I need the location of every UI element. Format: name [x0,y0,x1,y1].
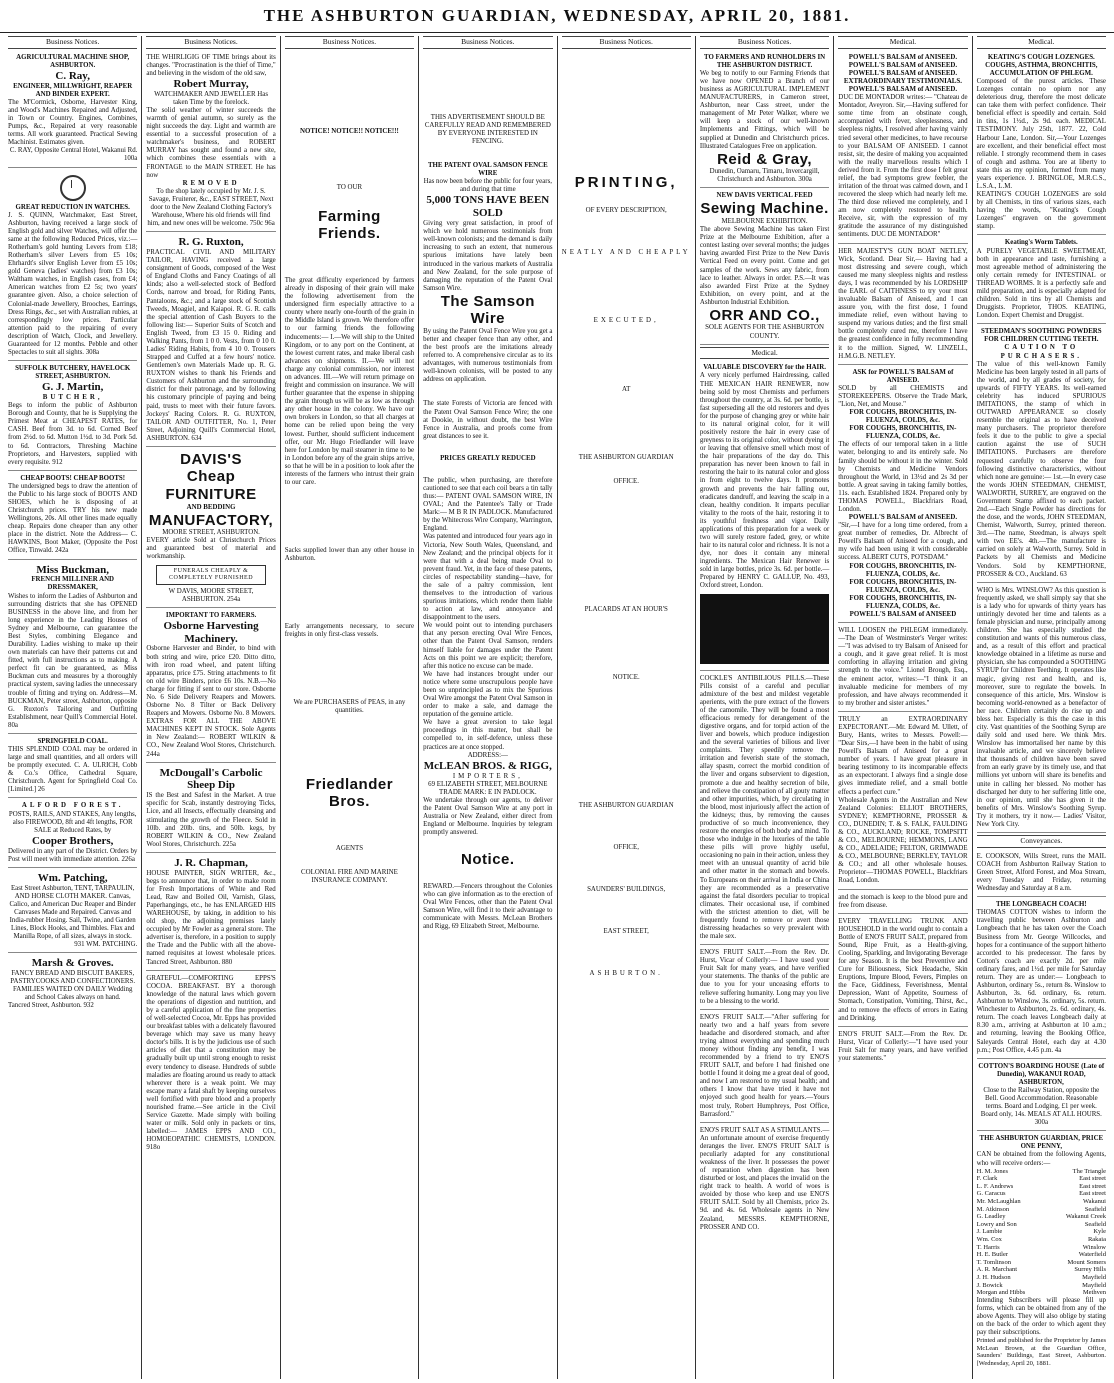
ad-heading: STEEDMAN'S SOOTHING POWDERS FOR CHILDREN CUTTING TEETH. [981,328,1102,344]
agent-name: A. R. Marchant [976,1266,1018,1274]
ad-body: Wholesale Agents in the Australian and New Zealand Colonies: ELLIOT BROTHERS, SYDNEY; KEMPTHORNE, PROSSER & CO., DUNEDIN; T. & S. FALK, FAULDING & CO., AUCKLAND; ROCKE, TOMPSITT & CO., MELBOURNE; HEMMONS, LANG & CO., ADELAIDE; FELTON, GRIMWADE & CO., MELBOURNE; BERKLEY, TAYLOR & CO.; and all other wholesale houses. Proprietor—THOMAS POWELL, Blackfriars Road, London. [838,796,968,885]
agent-row [977,1221,1106,1229]
agent-place: Waterfield [1078,1251,1106,1259]
agent-place: Mount Somers [1067,1258,1106,1266]
ad-name: ORR AND CO., [709,306,820,324]
ad-fruit-salt [838,1029,967,1066]
agent-place: Rakaia [1087,1235,1106,1243]
ad-subheading: ADDRESS:— [467,751,508,759]
ad-name: MANUFACTORY, [148,511,274,529]
ad-subheading: ENGINEER, MILLWRIGHT, REAPER AND BINDER EXPERT. [13,82,133,98]
ad-body: SOLD by all CHEMISTS and STOREKEEPERS. Observe the Trade Mark, "Lion, Net, and Mouse." [838,384,968,408]
ad-patching [8,870,137,953]
agent-row [977,1274,1106,1282]
agent-row [977,1168,1106,1176]
ad-body: Early arrangements necessary, to secure freights in only first-class vessels. [284,623,415,639]
section-header: Business Notices. [285,36,414,49]
agent-name: Wm. Cox [976,1235,1002,1243]
ad-body: Delivered in any part of the District. Orders by Post will meet with immediate attention. 226a [8,847,138,863]
ad-heading: GREAT REDUCTION IN WATCHES. [15,203,130,211]
ad-subheading: 69 ELIZABETH STREET, MELBOURNE [428,780,548,788]
ad-subheading: SAUNDERS' BUILDINGS, [587,886,666,894]
funerals-box: FUNERALS CHEAPLY & COMPLETELY FURNISHED [156,565,265,585]
ad-phlegm [838,625,967,712]
ad-body: POSTS, RAILS, AND STAKES, Any lengths, also FIREWOOD, 8ft and 4ft lengths, FOR SALE at Reduced Rates, by [8,810,137,834]
agent-row [977,1175,1106,1183]
ad-ruxton [146,234,275,447]
ad-name: Sewing Machine. [700,200,829,218]
ad-name: Cheap [186,468,236,486]
ad-body: The public, when purchasing, are therefore cautioned to see that each coil bears a tin tally thus:— PATENT OVAL SAMSON WIRE, IN OVAL; And the Patentee's Tally or Trade Mark:— M B R IN PADLOCK. Manufactured by the Whitecross Wire Company, Warrington, England. [423,476,553,533]
ad-body: The effects of our temporal taken in a little water, belonging to and its entirely safe. No family should be without it in the winter. Sold by Chemists and Medicine Vendors throughout the World, in 13½d and 2s 3d per bottle. A great saving in taking family bottles, 11s. each. Established 1824. Prepared only by THOMAS POWELL, Blackfriars Road, London. [838,441,968,513]
ad-subheading: NOTICE. [612,673,640,681]
agent-row [977,1190,1106,1198]
column-4 [419,36,557,1379]
ad-body: We undertake through our agents, to deliver the Patent Oval Samson Wire at any port in Australia or New Zealand, either direct from England or Melbourne. Inquiries by telegram promptly answered. [423,796,553,837]
ad-eno-3 [700,1125,829,1235]
ad-sewing-machine [700,190,829,344]
ad-coal [8,736,137,799]
column-6 [696,36,834,1379]
ad-body: The undersigned begs to draw the attention of the Public to his large stock of BOOTS AND SHOES, which he is disposing of at Christchurch prices. TRY his new made Wellingtons, 20s. All other lines made equally cheap. Repairs done cheaper than any other place in the district. Note the Address— C. HAWKINS, Boot Maker, (Opposite the Post Office, Tinwald. 242a [8,482,138,555]
ad-intro: THE WHIRLIGIG OF TIME brings about its changes. "Procrastination is the thief of Time," and believing in the wisdom of the old saw, [146,53,276,77]
agent-name: M. Atkinson [976,1205,1010,1213]
ad-body: We beg to notify to our Farming Friends that we have now OPENED a Branch of our business as AGRICULTURAL IMPLEMENT MANUFACTURERS, in Cameron street, Ashburton, near Cass street, under the management of Mr Peter Walker, where we will keep a stock of our well-known Implements and Fittings, which will be supplied at Dunedin and Christchurch prices. Illustrated Catalogues Free on application. [699,69,830,150]
section-header: Medical. [838,36,967,49]
ad-subheading: SOLE AGENTS FOR THE ASHBURTON COUNTY. [705,324,824,340]
ad-subheading: ASHBURTON. [589,970,663,978]
agent-name: T. Tomlinson [976,1258,1011,1266]
ad-heading: THE ASHBURTON GUARDIAN, PRICE ONE PENNY, [979,1135,1104,1151]
ad-subheading: OF EVERY DESCRIPTION, [585,207,667,215]
ad-body: We have a great aversion to take legal proceedings in this matter, but shall be compelled to, in self-defence, unless these practices are at once stopped. [423,719,553,751]
ad-body: and the stomach is keep to the blood pure and free from disease. [838,893,968,909]
agent-place: Wakanui Creek [1065,1213,1106,1221]
ad-heading: REMOVED [182,179,240,187]
ad-heading: EXTRAORDINARY TESTIMONIALS. [843,78,962,85]
agent-name: T. Harris [976,1243,1000,1251]
ad-body: FANCY BREAD AND BISCUIT BAKERS, PASTRYCOOKS AND CONFECTIONERS. FAMILIES WAITED ON DAILY Wedding and School Cakes always on hand. [10,970,136,1002]
ad-longbeach [977,899,1106,1058]
ad-heading: FOR COUGHS, BRONCHITIS, IN-FLUENZA, COLDS, &c. [849,594,957,610]
ad-blood [838,892,967,914]
agent-name: J. Lambie [976,1228,1003,1236]
ad-heading: ALFORD FOREST. [21,802,124,810]
ad-body: We have had instances brought under our notice where some unscrupulous people have been so unprincipled as to mix the Spurious Oval Wire amongst the Patent Oval Samson in order to make a sale, and damage the reputation of the genuine article. [423,670,553,719]
ad-body: Begs to inform the public of Ashburton Borough and County, that he is Supplying the Primest Meat at CHEAPEST RATES, for CASH. Beef from 3d. to 6d. Corned Beef from 2½d. to 6d. Mutton 1½d. to 3d. Pork 5d. to 6d. Contractors, Threshing Machine Proprietors, and Harvesters, supplied with every requisite. 912 [8,402,138,466]
ad-heading: THE PATENT OVAL SAMSON FENCE WIRE [427,162,548,178]
ad-name: PRINTING, [574,173,678,191]
ad-heading: SUFFOLK BUTCHERY, HAVELOCK STREET, ASHBURTON. [15,365,131,381]
agent-place: Seafield [1084,1220,1106,1228]
column-3 [281,36,419,1379]
ad-heading: SPRINGFIELD COAL. [37,737,108,745]
ad-body: Composed of the purest articles. These Lozenges contain no opium nor any deleterious drug, therefore the most delicate can take them with perfect confidence. Their beneficial effect is speedily and certain. Sold in tins, 1s 1½d., 2s 9d. each. MEDICAL TESTIMONY. July 25th, 1877. 22, Cold Harbour Lane, London. Sir,—Your Lozenges are excellent, and their beneficial effect most reliable. I strongly recommend them in cases of cough and asthma. You are at liberty to state this as my opinion, formed from many years experience. J. BRINGLOE, M.R.C.S., L.S.A., L.M. [976,78,1106,191]
ad-heading: FOR COUGHS, BRONCHITIS, IN-FLUENZA, COLDS, &c. [849,578,957,594]
ad-ray [8,52,137,168]
ad-body: WILL LOOSEN the PHLEGM immediately.—The Dean of Westminster's Verger writes:—"I was advised to try Balsam of Aniseed for a cough, and it gave great relief. It is most comforting in allaying irritation and giving strength to the voice." Lionel Brough, Esq., the eminent actor, writes:—"I think it an invaluable medicine for members of my profession, and have always recommended it to my brother and sister artistes." [838,627,968,707]
section-header: Business Notices. [700,36,829,49]
ad-osborne [146,610,275,763]
ad-body: Intending Subscribers will please fill up forms, which can be obtained from any of the above Agents. They will also oblige by stating on the back of the order to which agent they pay their subscriptions. [976,1296,1106,1337]
agent-place: Mayfield [1082,1281,1106,1289]
ad-marsh [8,955,137,1013]
ad-subheading: AT [621,385,631,393]
ad-heading: POWELL'S BALSAM of ANISEED [849,611,957,618]
section-header: Business Notices. [146,36,275,49]
ad-subheading: BUTCHER, [42,394,103,402]
agent-name: G. Leadley [976,1213,1006,1221]
ad-body: GRATEFUL—COMFORTING EPPS'S COCOA. BREAKFAST. BY a thorough knowledge of the natural laws which govern the operations of digestion and nutrition, and by a careful application of the fine properties of well-selected Cocoa, Mr. Epps has provided our breakfast tables with a delicately flavoured beverage which may save us many heavy doctor's bills. It is by the judicious use of such articles of diet that a constitution may be gradually built up until strong enough to resist every tendency to disease. Hundreds of subtle maladies are floating around us ready to attack wherever there is a weak point. We may escape many a fatal shaft by keeping ourselves well fortified with pure blood and a properly nourished frame.—See article in the Civil Service Gazette. Made simply with boiling water or milk. Sold only in packets or tins, labelled:— JAMES EPPS AND CO., HOMOEOPATHIC CHEMISTS, LONDON. 918o [146,974,276,1152]
agent-place: East street [1079,1182,1106,1190]
agent-row [977,1236,1106,1244]
ad-body: Close to the Railway Station, opposite the Bell. Good Accommodation. Reasonable terms. Board and Lodging, £1 per week. Board only, 14s. MEALS AT ALL HOURS. 300a [980,1086,1102,1127]
ad-travel [838,916,967,1027]
agent-place: Kyle [1093,1228,1106,1236]
ad-keating [977,52,1106,236]
column-8 [973,36,1110,1379]
ad-subheading: CAUTION TO PURCHASERS. [1000,344,1083,360]
ad-subheading: PLACARDS AT AN HOUR'S [584,605,668,613]
ad-subheading: TO OUR [336,183,363,191]
ad-heading: ASK for POWELL'S BALSAM of ANISEED. [852,368,954,384]
ad-heading: Keating's Worm Tablets. [1004,239,1078,247]
ad-intro: THIS ADVERTISEMENT SHOULD BE CAREFULLY READ AND REMEMBERED BY EVERYONE INTERESTED IN FENCING. [424,113,551,145]
ad-body: We are PURCHASERS of PEAS, in any quantities. [293,699,406,715]
agent-place: East street [1079,1190,1106,1198]
ad-body: Sacks supplied lower than any other house in Ashburton. [284,547,415,563]
agent-row [977,1183,1106,1191]
ad-body: The state Forests of Victoria are fenced with the Patent Oval Samson Fence Wire; the one at Dookie, in without doubt, the best Wire Fence in Australia, and proofs come from great distances to see it. [423,400,553,440]
section-header: Medical. [977,36,1106,49]
ad-body: IS the Best and Safest in the Market. A true specific for Scab, instantly destroying Ticks, Lice, and all Insects, effectually cleansing and stimulating the growth of the Fleece. Sold in 10lb. and 20lb. tins, and 50lb. kegs, by ROBERT WILKIN & CO., New Zealand Wool Stores, Christchurch. 225a [146,792,276,848]
ad-powell [838,52,967,244]
agent-name: G. Caracus [976,1190,1006,1198]
ad-heading: TO FARMERS AND RUNHOLDERS IN THE ASHBURTON DISTRICT. [704,53,826,69]
ad-body: REWARD.—Fencers throughout the Colonies who can give information as to the erection of Oval Wire Fences, other than the Patent Oval Samson Wire, will find it to their advantage to communicate with Messrs. McLean Brothers and Rigg, 69 Elizabeth Street, Melbourne. [423,882,553,931]
ad-name: Farming Friends. [318,207,381,243]
ad-body: HOUSE PAINTER, SIGN WRITER, &c., begs to announce that, in order to make room for Fresh Importations of White and Red Lead, Raw and Boiled Oil, Varnish, Glass, Paperhangings, etc., he has ENLARGED HIS WAREHOUSE, by taking, in addition to his old shop, the adjoining premises lately occupied by Mr Fowler as a general store. The advertiser is, therefore, in a position to supply the Trade and the Public with all the above-named requisites at lowest wholesale prices. Tancred Street, Ashburton. 880 [146,869,276,966]
ad-body: East Street Ashburton, TENT, TARPAULIN, AND HORSE CLOTH MAKER. Canvas, Calico, and American Duc Reaper and Binder Canvases Made and Repaired. Canvas and India-rubber Hosing. Sail, Twine, and Garden Lines, Block Hooks, and Thimbles. Flax and Manilla Rope, of all sizes, always in stock. [9,884,136,941]
ad-body: WHO is Mrs. WINSLOW? As this question is frequently asked, we shall simply say that she is a lady who for upwards of thirty years has untiringly devoted her time and talents as a female physician and nurse, principally among children. She has especially studied the constitution and wants of this numerous class, and, as a result of this effort and practical knowledge obtained in a lifetime as nurse and physician, she has compounded a SOOTHING SYRUP for Children Teething. It operates like magic, giving rest and health, and is, moreover, sure to regulate the bowels. In consequence of this article, Mrs. Winslow is becoming world-renowned as a benefactor of her race. Children certainly do rise up and bless her. Especially is this the case in this city. Vast quantities of the Soothing Syrup are daily sold and used here. We think Mrs. Winslow has immortalised her name by this invaluable article, and we sincerely believe that thousands of children have been saved from an early grave by its timely use, and that millions yet unborn will share its benefits and unite in calling her blessed. No mother has discharged her duty to her suffering little one, in our opinion, until she has given it the benefits of Mrs. Winslow's Soothing Syrup. Try it mothers, try it now.— Ladies' Visitor, New York City. [976,586,1106,828]
agent-row [977,1251,1106,1259]
ad-reid-gray [700,52,829,189]
ad-heading: POWELL'S BALSAM of ANISEED. [848,514,958,522]
ad-body: ENO'S FRUIT SALT.—From the Rev. Dr. Hurst, Vicar of Collerly:—"I have used your Fruit Salt for many years, and have verified your statements." [838,1030,968,1062]
ad-friedlander [285,52,414,888]
ad-steedman [977,326,1106,582]
agent-name: Mr. McLaughlan [976,1197,1021,1205]
ad-body: The M'Cormick, Osborne, Harvester King, and Wood's Machines Repaired and Adjusted, in Town or Country. Engines, Combines, Pumps, &c., Repaired at very reasonable terms. All work guaranteed. Practical Sewing Machinist. Estimates given. [8,98,138,147]
ad-winslow [977,585,1106,833]
ad-name: DAVIS'S [180,450,242,468]
ad-body: By using the Patent Oval Fence Wire you get a better and cheaper fence than any other, and the best proofs are the imitations already referred to. A comprehensive circular as to its advantages, with numerous testimonials from well-known colonists, will be posted to any address on application. [423,327,553,384]
ad-body: ENO'S FRUIT SALT.—"After suffering for nearly two and a half years from severe headache and disordered stomach, and after trying almost everything and spending much money without finding any benefit, I was recommended by a friend to try ENO'S FRUIT SALT, and before I had finished one bottle I found it doing me a great deal of good, and now I am restored to my usual health; and others I know that have tried it have not enjoyed such good health for years.—Yours most truly, Robert Humphreys, Post Office, Barrasford." [699,1013,830,1118]
ad-heading: FOR COUGHS, BRONCHITIS, IN-FLUENZA, COLDS, &c. [849,562,957,578]
ad-name: C. Ray, [55,69,90,82]
agent-list [977,1168,1106,1297]
ad-name: G. J. Martin, [41,381,104,394]
ad-powell-ask [838,367,967,623]
agent-place: The Triangle [1072,1167,1106,1175]
ad-subheading: 5,000 TONS HAVE BEEN SOLD [426,194,550,220]
ad-name: Reid & Gray, [717,150,813,168]
blacked-out-region [700,594,829,664]
ad-cookson [977,851,1106,897]
ad-body: Was patented and introduced four years ago in Victoria, New South Wales, Queensland, and New Zealand; and the principal objects for it were that with a deal being made Oval to prevent fraud. Yet, in the face of these patents, circles of respectability standing—have, for the sale of a paltry commission, lent themselves to the introduction of various spurious imitations, which render them liable to action at law, and annoyance and disappointment to the users. [423,533,553,622]
ad-subheading: MELBOURNE EXHIBITION. [721,218,808,226]
agent-place: Mayfield [1082,1273,1106,1281]
ad-subheading: WATCHMAKER AND JEWELLER Has taken Time by the forelock. [154,90,268,106]
ad-name: Friedlander Bros. [305,775,394,811]
agent-name: H. E. Butler [976,1251,1009,1259]
ad-subheading: EAST STREET, [603,928,649,936]
ad-heading: FOR COUGHS, BRONCHITIS, IN-FLUENZA, COLDS, &c. [849,409,957,425]
ad-body: ENO'S FRUIT SALT AS A STIMULANTS.—An unfortunate amount of exercise frequently deranges the liver. ENO'S FRUIT SALT is peculiarly adapted for any constitutional weakness of the liver. It possesses the power of reparation when digestion has been disturbed or lost, and places the invalid on the right track to health. A world of woes is avoided by those who keep and use ENO'S FRUIT SALT. Sold by all Chemists, price 2s. 9d. and 4s. 6d. Wholesale agents in New Zealand, MESSRS. KEMPTHORNE, PROSSER AND CO. [699,1126,830,1231]
ad-body: CAN be obtained from the following Agents, who will receive orders:— [976,1151,1106,1167]
ad-body: The solid weather of winter succeeds the warmth of genial autumn, so surely as the night succeeds the day. Light and warmth are essential to a successful prosecution of a watchmaker's business, and ROBERT MURRAY has sought and found a new site, which combines these essentials with a FRONTAGE to the MAIN STREET. He has now [146,107,276,179]
ad-boarding-house [977,1061,1106,1132]
ad-name: McLEAN BROS. & RIGG, [423,759,552,772]
ad-body: The value of this well-known Family Medicine has been largely tested in all parts of the world, and by all grades of society, for upwards of FIFTY YEARS. Its well-earned celebrity has induced SPURIOUS IMITATIONS, the stamp of which in OUTWARD APPEARANCE so closely resemble the original as to have deceived many purchasers. The proprietor therefore feels it due to the public to give a special caution against the use of SUCH IMITATIONS. Purchasers are therefore requested carefully to observe the four following distinctive characteristics, without which none are genuine:— 1st.—In every case the words JOHN STEEDMAN, CHEMIST, WALWORTH, SURREY, are engraved on the Government Stamp affixed to each packet. 2nd.—Each Single Powder has directions for the dose, and the words, JOHN STEEDMAN, Chemist, Walworth, Surrey, printed thereon. 3rd.—The name, Steedman, is always spelt with two EE's. 4th.—The manufacture is carried on solely at Walworth, Surrey. Sold in Packets by all Chemists and Medicine Vendors. Sold by KEMPTHORNE, PROSSER & CO., Auckland. 63 [976,360,1106,578]
ad-name: Robert Murray, [173,78,249,90]
ad-footer: 931 WM. PATCHING. [74,941,138,949]
ad-footer: Dunedin, Oamaru, Timaru, Invercargill, Christchurch and Ashburton. 300a [709,168,820,184]
ad-name: Osborne Harvesting Machinery. [163,619,259,645]
ad-heading: POWELL'S BALSAM of ANISEED. [848,61,958,69]
watch-icon [60,175,86,201]
ad-printing [562,52,691,982]
agent-row [977,1244,1106,1252]
agent-name: J. H. Hudson [976,1273,1011,1281]
ad-heading: CHEAP BOOTS! CHEAP BOOTS! [20,474,126,482]
ad-subheading: THE ASHBURTON GUARDIAN [578,453,674,461]
column-2 [142,36,280,1379]
ad-body: ENO'S FRUIT SALT.—From the Rev. Dr. Hurst, Vicar of Collerly:— I have used your Fruit Salt for many years, and have verified your statements. The thanks of the public are due to you for your unceasing efforts to relieve suffering humanity. Long may you live to be a blessing to the world. [699,949,830,1005]
ad-body: The above Sewing Machine has taken First Prize at the Melbourne Exhibition, after a contest lasting over several months; the judges having awarded First Prize to the New Davis Vertical Feed on every point. Come and get samples of the work. Sews any fabric, from lace to leather. Always in order. P.S.—It was also awarded First Prize at the Sydney Exhibition, on every point, and at the Ashburton Industrial Exhibition. [699,226,830,306]
agent-row [977,1213,1106,1221]
agent-name: J. Bowick [976,1281,1003,1289]
column-7 [834,36,972,1379]
ad-guardian-agents [977,1133,1106,1370]
agent-name: H. M. Jones [976,1167,1009,1175]
ad-subheading: AGENTS [335,844,364,852]
agent-name: Lowry and Son [976,1220,1017,1228]
ad-name: Notice. [461,851,515,869]
agent-name: Morgan and Hibbs [976,1289,1026,1297]
ad-footer: W DAVIS, MOORE STREET, ASHBURTON. 254a [168,587,254,603]
ad-murray [146,52,275,232]
ad-subheading: MOORE STREET, ASHBURTON. [162,529,260,537]
ad-body: We would point out to intending purchasers that any person erecting Oval Wire Fences, other than the Patent Oval Samson, renders himself liable for damages under the Patent Acts on this point we are explicit; therefore, after this notice no excuse can be made. [423,622,553,670]
agent-name: F. Clark [976,1175,998,1183]
imprint: Printed and published for the Proprietor by James McLean Brown, at the Guardian Office, Saunders' Buildings, East Street, Ashburton. [Wednesday, April 20, 1881. [976,1337,1106,1367]
ad-name: R. G. Ruxton, [178,236,244,249]
ad-subheading: AND BEDDING [186,503,236,511]
ad-name: Miss Buckman, [36,563,110,576]
ad-body: DUC DE MONTADOR writes:— "Chateau de Montador, Aveyron. Sir,—Having suffered for some time from an obstinate cough, accompanied with fever, sleeplessness, and sleepless nights, I resolved after having vainly tried several other medicines, to have recourse to your BALSAM OF ANISEED. I cannot resist, sir, the desire of making you acquainted with the really marvellous results which I derived from it. From the first dose I felt great relief, the bad symptoms grew feebler, the irritation of the throat was calmed down, and I recovered the sleep which had nearly left me. The third dose relieved me completely, and I am now completely restored to health. Receive, sir, with the expression of my gratitude the assurance of my distinguished sentiments. DUC DE MONTADOR" [838,94,968,239]
ad-body: THIS SPLENDID COAL may be ordered in large and small quantities, and all orders will be promptly executed. C. A. ULRICH, Cobb & Co.'s Office, Cathedral Square, Christchurch. Agent for Springfield Coal Co. [Limited.] 26 [8,745,138,794]
agent-row [977,1289,1106,1297]
ad-name: Cooper Brothers, [31,834,114,847]
agent-place: East street [1079,1175,1106,1183]
agent-place: Wakanui [1083,1197,1106,1205]
agent-row [977,1206,1106,1214]
ad-heading: POWELL'S BALSAM of ANISEED. [848,53,958,61]
ad-subheading: THE ASHBURTON GUARDIAN [578,801,674,809]
agent-row [977,1266,1106,1274]
ad-heading: IMPORTANT TO FARMERS. [165,611,257,619]
ad-heading: POWELL'S BALSAM of ANISEED. [848,69,958,77]
ad-footer: C. RAY, Opposite Central Hotel, Wakanui Rd. 100a [9,147,138,163]
ad-heading: NEW DAVIS VERTICAL FEED [716,192,813,200]
columns [4,36,1110,1379]
ad-heading: NOTICE! NOTICE!! NOTICE!!! [300,127,399,135]
column-5 [558,36,696,1379]
ad-heading: AGRICULTURAL MACHINE SHOP, ASHBURTON. [16,53,130,69]
ad-quinn [8,170,137,361]
ad-name: McDougall's Carbolic Sheep Dip [159,766,263,792]
ad-subheading: NEATLY AND CHEAPLY [561,249,691,257]
ad-subheading: FRENCH MILLINER AND DRESSMAKER, [31,576,115,592]
ad-subheading: OFFICE, [613,844,639,852]
section-header: Business Notices. [8,36,137,49]
ad-boots [8,473,137,560]
ad-heading: COTTON'S BOARDING HOUSE (Late of Dunedin), WAKANUI ROAD, ASHBURTON, [978,1062,1105,1086]
ad-body: EVERY TRAVELLING TRUNK AND HOUSEHOLD in the world ought to contain a Bottle of ENO'S FRUIT SALT, prepared from Sound, Ripe Fruit, as a Health-giving, Cooling, Sparkling, and Invigorating Beverage for any Season. It is the best Preventive and Cure for Biliousness, Sick Headache, Skin Eruptions, Impure Blood, Fevers, Pimples on the Face, Giddiness, Feverishness, Mental Depression, Want of Appetite, Sourness of Stomach, Constipation, Vomiting, Thirst, &c., and to remove the effects of errors in Eating and Drinking. [838,917,968,1022]
ad-expectorant [838,714,967,890]
ad-body: Has now been before the public for four years, and during that time [423,178,552,194]
ad-heading: PRICES GREATLY REDUCED [440,454,536,462]
ad-body: Giving very great satisfaction, in proof of which we hold numerous testimonials from well-known colonists; and the demand is daily increasing to such an extent, that numerous spurious imitations have lately been introduced in the various markets of Australia and New Zealand, for the sole purpose of damaging the reputation of the Patent Oval Samson Wire. [423,220,553,292]
section-header: Business Notices. [562,36,691,49]
agent-row [977,1259,1106,1267]
masthead: THE ASHBURTON GUARDIAN, WEDNESDAY, APRIL 20, 1881. [0,0,1114,33]
ad-sheep-dip [146,765,275,853]
column-1 [4,36,142,1379]
ad-cockle [700,673,829,946]
agent-place: Surrey Hills [1074,1266,1106,1274]
ad-body: COCKLE'S ANTIBILIOUS PILLS.—These Pills consist of a careful and peculiar admixture of the best and mildest vegetable aperients, with the pure extract of the flowers of the camomile. They will be found a most efficacious remedy for derangement of the digestive organs, and for torpid action of the liver and bowels, which produce indigestion and the several varieties of bilious and liver complaints. They speedily remove the irritation and feverish state of the stomach, allay spasm, correct the morbid condition of the liver and organs subservient to digestion, promote a due and healthy secretion of bile, and relieve the constipation of all gouty matter and other impurities, which, by circulating in the blood, most injuriously affect the action of the kidneys; thus, by removing the causes productive of so much inconvenience, they restore the energies of both body and mind. To those who indulge in the luxuries of the table these pills will prove highly useful, occasioning no pain in their action, unless they meet with an unusual quantity of acrid bile and other matter in the stomach and bowels. To Europeans on their arrival in India or China they are recommended as a preservative against the fatal disorders peculiar to tropical climates. Their occasional use, if combined with the strictest attention to diet, will be frequently found to remove or avert those distressing headaches so very prevalent with the male sex. [699,674,830,941]
ad-body: The great difficulty experienced by farmers already in disposing of their grain will make the following advertisement from the undersigned firm especially attractive to a county where nearly one-fourth of the grain in the Middle Island is grown. We therefore offer to our farming friends the following inducements:— I.—We will ship to the United Kingdom, or to any port on the Continent, at the lowest current rates, and make liberal cash advances on shipments. II.—We will not charge any colonial commission, nor interest on advances. III.—We will return primage on freight and commission on insurance. We will further guarantee that the expense in shipping the grain through us will be as low as through any other house in the colony. We have our own brokers in London, so that all charges at home can be relied upon being the very lowest. Further, should sufficient inducement offer, our Mr. Hugo Friedlander will leave here for London by mail steamer in time to be in London before any of the grain ships arrive, so that he will be in a position to look after the interests of the farmers who intrust their grain to our care. [284,277,415,486]
ad-footer: Tancred Street, Ashburton. 932 [8,1002,94,1010]
agent-place: Seafield [1084,1205,1106,1213]
agent-row [977,1198,1106,1206]
ad-eno-2 [700,1012,829,1123]
ad-name: Marsh & Groves. [31,957,114,970]
ad-body: To the shop lately occupied by Mr. J. S. Savage, Fruiterer, &c., EAST STREET, Next door to the New Zealand Clothing Factory's Warehouse, Where his old friends will find him, and new ones will be welcome. 750c 96a [147,187,275,228]
ad-body: A PURELY VEGETABLE SWEETMEAT, both in appearance and taste, furnishing a most agreeable method of administering the only certain remedy for INTESTINAL or THREAD WORMS. It is a perfectly safe and mild preparation, and is especially adapted for children. Sold in tins by all Chemists and Druggists. Proprietor, THOS. KEATING, London. Expert Chemist and Druggist. [976,247,1106,320]
ad-heading: POWELL'S BALSAM of ANISEED. [848,86,958,94]
ad-heading: FOR COUGHS, BRONCHITIS, IN-FLUENZA, COLDS, &c. [849,425,957,441]
agent-place: Winslow [1082,1243,1106,1251]
ad-name: J. R. Chapman, [174,856,248,869]
ad-body: Wishes to inform the Ladies of Ashburton and surrounding districts that she has OPENED BUSINESS in the above line, and from her long experience in the Leading Houses of Sydney and Melbourne, can guarantee the Best Styles, combining Elegance and Durability. Ladies wishing to make up their own materials can have their patterns cut and fitted, with full instructions as to making. A perfect fit can be guaranteed, as Miss Buckman cuts and measures by a thoroughly practical system, saving ladies the unnecessary trouble of fitting and trying on. Address—M. BUCKMAN, Peter street, Ashburton, opposite G. Ruxton's Tailoring and Outfitting Establishment, near Quill's Commercial Hotel. 80a [8,592,138,729]
ad-heading: THE LONGBEACH COACH! [995,901,1087,909]
ad-subheading: EXECUTED, [593,317,659,325]
ad-davis [146,449,275,608]
agent-name: L. F. Andrews [976,1182,1014,1190]
ad-body: PRACTICAL CIVIL AND MILITARY TAILOR, HAVING received a large consignment of Goods, composed of the West of England Cloths and Fancy Coatings of all kinds; also a well-selected stock of Bedford Cords, narrow and broad, for Riding Pants, Pantaloons, &c.; and a large stock of Scottish Tweeds, Moagiel, and Kaiapoi. R. G. R. calls the special attention of Cash Buyers to the following list:— Superior Suits of Scotch and English Tweed, from £3 15 0. Riding and Walking Pants, from 1 0 0. Vests, from 0 10 0. Ladies' Riding Habits, from 4 10 0. Trousers Strapped and Cuffed at a few hours' notice. Gentlemen's own Materials Made up. R. G. RUXTON wishes to thank his Friends and Customers of Ashburton and the surrounding district for their patronage, and by following his customary principle of paying and being paid, trusts to meet with their future favors. Jockeys' Racing Colors. R. G. RUXTON, TAILOR AND OUTFITTER, No. 1, Peter Street, Adjoining Quill's Commercial Hotel, ASHBURTON. 634 [146,249,276,442]
ad-body: EVERY article Sold at Christchurch Prices and guaranteed best of material and workmanship. [146,537,276,561]
ad-body: J. S. QUINN, Watchmaker, East Street, Ashburton, having received a large stock of English gold and silver Watches, will offer the same at the following Reduced Prices, viz.:— Rotherham's gold hunting Levers from £18; Rotherham's silver Levers from £5 10s; Ehrhardt's silver English Lever from £5 10s; gold Geneva (ladies' watches) from £3 10s; Waltham watches, in English cases, from £4; American watches from £2 5s; two years' guarantee given. Also, a choice selection of Colonial-made Jewellery, Brooches, Earrings, Dress Rings, &c., set with Australian rubies, at correspondingly low prices. Particular attention paid to the repairing of every description of Watch, Clock, and Jewellery. Guaranteed for 12 months. Pebble and other Spectacles to suit all sights. 308a [8,211,138,356]
section-header: Business Notices. [423,36,552,49]
ad-cooper [8,800,137,867]
ad-subheading: OFFICE. [613,477,639,485]
ad-name: Wm. Patching, [37,871,108,884]
ad-body: KEATING'S COUGH LOZENGES are sold by all Chemists, in tins of various sizes, each having the words, "Keating's Cough Lozenges" engraven on the government stamp. [976,191,1106,231]
ad-body: A very nicely perfumed Hairdressing, called THE MEXICAN HAIR RENEWER, now being sold by most Chemists and perfumers throughout the country, at 3s. 6d. per bottle, is fast superseding all the old restorers and dyes for the purpose of changing grey or white hair to its natural original color, for it will positively restore the hair in every case of greyness to its original color, without dyeing it or leaving that offensive smell which most of the hair preparations of the day do. This preparation has never been known to fail in restoring the hair to its natural color and gloss in from eight to twelve days. It promotes growth and prevents the hair falling out, eradicates dandruff, and leaving the scalp in a clean, healthy condition. It imparts peculiar vitality to the roots of the hair, restoring it to its youthful freshness and vigor. Daily applications of this preparation for a week or two will surely restore faded, grey, or white hair to its natural color and richness. It is not a dye, nor does it contain any mineral ingredients. The Mexican Hair Renewer is sold in large bottles, price 3s. 6d. per bottle.—Prepared by HENRY C. GALLUP, No. 493, Oxford street, London. [699,372,830,590]
ad-body: "Sir,—I have for a long time ordered, from a great number of remedies, Dr. Albrecht of Powell's Balsam of Aniseed for a cough, and my wife had been using it with considerable success. ALBERT CUTS, POTSDAM." [838,522,968,562]
ad-heading: KEATING'S COUGH LOZENGES. [987,53,1095,61]
ad-body: TRULY an EXTRAORDINARY EXPECTORANT.—Mr. Edward M. Ullett, of Bury, Hants, writes to Messrs. Powell:— "Dear Sirs,—I have been in the habit of using Powell's Balsam of Aniseed for a great number of years. I have great pleasure in bearing testimony to its incomparable effects as an expectorant. I always find a single dose gives immediate relief, and a small bottle effects a perfect cure." [838,715,968,796]
ad-martin [8,363,137,471]
ad-body: E. COOKSON, Wills Street, runs the MAIL COACH from Ashburton Railway Station to Green Street, Alford Forest, and Moa Stream, every Tuesday and Friday, returning Wednesday and Saturday at 8 a.m. [976,852,1106,893]
ad-eno [700,947,829,1010]
ad-subheading: COLONIAL FIRE AND MARINE INSURANCE COMPANY. [301,868,398,884]
agent-row [977,1282,1106,1290]
ad-powell-netley [838,246,967,365]
ad-heading: VALUABLE DISCOVERY for the HAIR. [703,364,826,372]
ad-subheading: IMPORTERS, [452,772,523,780]
ad-hair-renewer [700,362,829,670]
ad-samson-wire [423,52,552,934]
ad-body: THOMAS COTTON wishes to inform the travelling public between Ashburton and Longbeach that he has taken over the Coach Business from Mr. George Willcocks, and hopes for a continuance of the support hitherto accorded to his predecessor. The fares by Cotton's coach are exactly 2d. per mile ordinary fares, and 1½d. per mile for Saturday return. They are as under:— Longbeach to Ashburton, ordinary 5s., return 8s. Winslow to Ashburton, 3s. 6d. ordinary, 6s. return. Ashburton to Winslow, 3s. ordinary, 5s. return. Winchester to Ashburton, 2s. 6d. ordinary, 4s. return. The coach leaves Longbeach daily at 8.30 a.m., arriving at Ashburton at 10 a.m.; and returning, leaving the Booking Office, Saleyards Central Hotel, each day at 4.30 p.m.; Post Office, 4.45 p.m. 4a [976,909,1106,1054]
ad-name: FURNITURE [165,486,257,504]
ad-body: Osborne Harvester and Binder, to bind with both string and wire, price £20. Ditto ditto, with iron road wheel, and patent lifting apparatus, price £75. String attachments to fit on old wire Binders, price £6 10s. N.B.—No charge for fitting if sent to our store. Osborne No. 6 Side Delivery Reapers and Mowers. Osborne No. 8 Tilter or Back Delivery Reapers and Mowers. Osborne No. 8 Mowers. EXTRAS FOR ALL THE ABOVE MACHINES KEPT IN STOCK. Sole Agents in New Zealand:— ROBERT WILKIN & CO., New Zealand Wool Stores, Christchurch. 244a [146,645,276,758]
section-header: Medical. [700,347,829,360]
ad-name: The Samson Wire [440,292,535,328]
ad-subheading: COUGHS, ASTHMA, BRONCHITIS, ACCUMULATION OF PHLEGM. [985,61,1098,77]
ad-buckman [8,562,137,734]
agent-row [977,1228,1106,1236]
ad-epps [146,973,275,1156]
ad-body: HER MAJESTY'S GUN BOAT NETLEY, Wick, Scotland. Dear Sir,— Having had a most distressing and severe cough, which caused me many sleepless nights and restless days, I was recommended by his LORDSHIP the EARL of CAITHNESS to try your most invaluable Balsam of Aniseed, and I can assure you, with the first dose, I found immediate relief, even without having to suspend my various duties; and the first small bottle completely cured me, therefore I have the greatest confidence in fully recommending it to the million. Signed, W. LINZELL, H.M.G.B. NETLEY. [838,247,968,360]
agent-place: Methven [1082,1289,1106,1297]
ad-worm-tablets [977,237,1106,324]
ad-chapman [146,855,275,971]
trade-mark: TRADE MARK: E IN PADLOCK. [439,788,537,796]
section-header: Conveyances. [977,835,1106,848]
